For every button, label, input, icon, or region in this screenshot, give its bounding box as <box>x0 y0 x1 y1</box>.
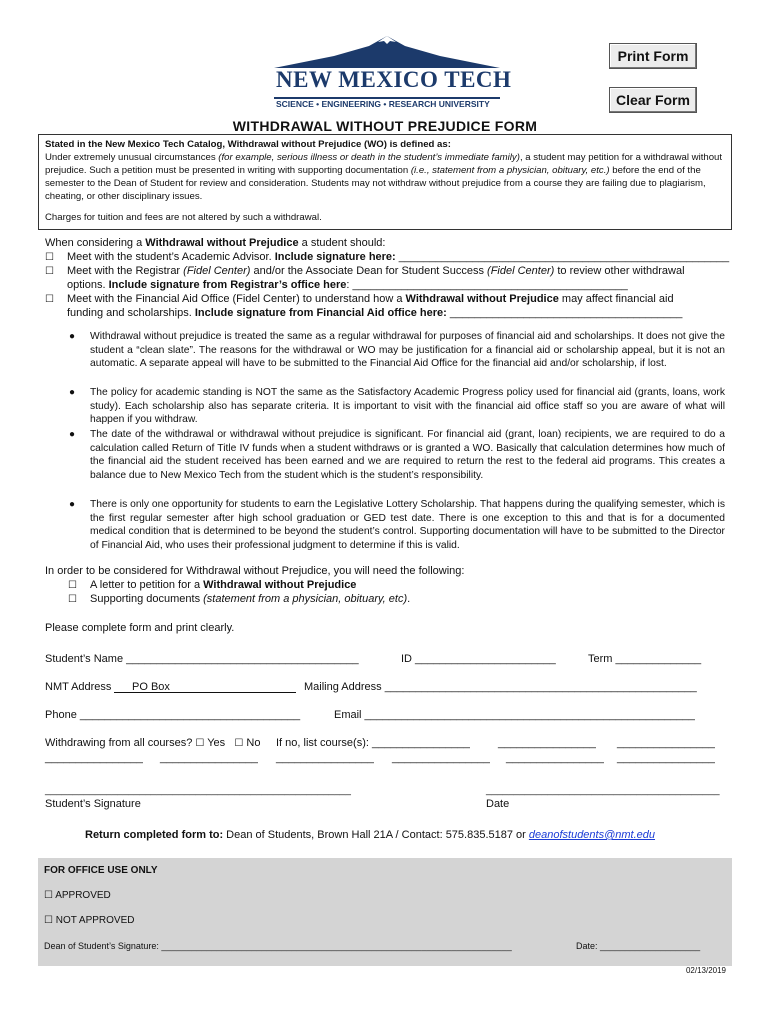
definition-text: Under extremely unusual circumstances (for example, serious illness or death in the student’s immediate family), a student may petition for a withdrawal without prejudice. Such a petition must be presented in writing with supporting documentation (i.e., statement from a physician, obituary, etc.) before the end of the semester to the Dean of Student for review and consideration. Students may not withdraw without prejudice from a course they are failing due to plagiarism, cheating, or other disciplinary issues. <box>45 152 723 202</box>
student-signature-line[interactable]: _______________________________________________________ <box>45 785 351 796</box>
advisor-signature-field: ______________________________________________________ <box>395 251 730 263</box>
checkbox-letter[interactable]: ☐ <box>68 580 77 591</box>
logo-name: NEW MEXICO TECH <box>276 67 512 92</box>
email-field[interactable]: Email ______________________________________________________ <box>334 709 695 721</box>
course-field[interactable]: ________________ <box>506 752 604 764</box>
course-field[interactable]: ________________ <box>160 752 258 764</box>
registrar-signature-field: : _____________________________________________ <box>346 279 628 291</box>
checkbox-approved: ☐ <box>44 890 53 901</box>
course-field[interactable]: ________________ <box>498 737 596 749</box>
instructions: Please complete form and print clearly. <box>45 622 235 634</box>
approved-option[interactable]: ☐ APPROVED <box>44 890 111 901</box>
checkbox-advisor[interactable]: ☐ <box>45 252 54 263</box>
checkbox-not-approved: ☐ <box>44 915 53 926</box>
office-use-section <box>38 858 732 966</box>
bullet-paragraph: There is only one opportunity for students to earn the Legislative Lottery Scholarship. That happens during the qualifying semester, which is the first regular semester after high school graduation or GED test date. There is one exception to this and that is for a documented medical condition that is determined to be beyond the student’s control. Supporting documentation will have to be submitted to the Director of Financial Aid, who uses their professional judgment to determine if this is valid. <box>90 499 725 551</box>
student-id-field[interactable]: ID _______________________ <box>401 653 556 665</box>
bullet-icon: ● <box>69 331 76 342</box>
phone-field[interactable]: Phone ____________________________________ <box>45 709 301 721</box>
mountain-logo-icon <box>274 34 500 70</box>
student-signature-label: Student’s Signature <box>45 798 141 810</box>
checkbox-yes[interactable]: ☐ <box>195 738 205 749</box>
nmt-logo <box>274 34 512 110</box>
dean-email-link[interactable]: deanofstudents@nmt.edu <box>528 829 656 841</box>
term-field[interactable]: Term ______________ <box>588 653 702 665</box>
letter-item: A letter to petition for a Withdrawal without Prejudice <box>90 579 357 591</box>
not-approved-option[interactable]: ☐ NOT APPROVED <box>44 915 135 926</box>
nmt-address-field[interactable]: PO Box <box>114 680 296 693</box>
print-form-button[interactable]: Print Form <box>609 43 697 69</box>
bullet-icon: ● <box>69 387 76 398</box>
financial-aid-item-line2: funding and scholarships. Include signature from Financial Aid office here: ______________________________________ <box>67 307 683 319</box>
office-date-field[interactable]: Date: ____________________ <box>576 941 701 951</box>
registrar-item: Meet with the Registrar (Fidel Center) and/or the Associate Dean for Student Success (Fidel Center) to review other withdrawal <box>67 265 685 277</box>
bullet-paragraph: The policy for academic standing is NOT the same as the Satisfactory Academic Progress policy used for financial aid (grants, loans, work study). Each scholarship also has separate criteria. It is important to visit with the financial aid office staff so you are aware of what will happen if you withdraw. <box>90 387 725 426</box>
financial-aid-item: Meet with the Financial Aid Office (Fidel Center) to understand how a Withdrawal without Prejudice may affect financial aid <box>67 293 674 305</box>
date-line[interactable]: __________________________________________ <box>486 785 720 796</box>
return-instructions: Return completed form to: Dean of Students, Brown Hall 21A / Contact: 575.835.5187 or deanofstudents@nmt.edu <box>85 829 656 841</box>
course-field[interactable]: ________________ <box>617 752 715 764</box>
dean-signature-field[interactable]: Dean of Student’s Signature: ______________________________________________________________________ <box>44 941 512 951</box>
financial-aid-signature-field: ______________________________________ <box>446 307 683 319</box>
course-field[interactable]: ________________ <box>45 752 143 764</box>
course-field[interactable]: ________________ <box>276 752 374 764</box>
advisor-item: Meet with the student’s Academic Advisor. Include signature here: ______________________________________________________ <box>67 251 730 263</box>
bullet-paragraph: The date of the withdrawal or withdrawal without prejudice is significant. For financial aid (grant, loan) recipients, we are required to do a calculation called Return of Title IV funds when a student withdraws or is granted a WO. Basically that calculation determines how much of the financial aid the student received has been earned and we are required to return the rest to the federal aid programs. This creates a balance due to New Mexico Tech from the student which is the student’s responsibility. <box>90 429 725 481</box>
form-title: WITHDRAWAL WITHOUT PREJUDICE FORM <box>232 118 538 134</box>
checkbox-supporting-docs[interactable]: ☐ <box>68 594 77 605</box>
definition-box <box>38 134 732 230</box>
bullet-icon: ● <box>69 429 76 440</box>
registrar-item-line2: options. Include signature from Registrar’s office here: _____________________________________________ <box>67 279 628 291</box>
checkbox-no[interactable]: ☐ <box>234 738 244 749</box>
need-intro: In order to be considered for Withdrawal without Prejudice, you will need the following: <box>45 565 465 577</box>
supporting-docs-item: Supporting documents (statement from a physician, obituary, etc). <box>90 593 411 605</box>
bullet-icon: ● <box>69 499 76 510</box>
course-field[interactable]: ________________ <box>617 737 715 749</box>
clear-form-button[interactable]: Clear Form <box>609 87 697 113</box>
form-revision-date: 02/13/2019 <box>685 966 726 975</box>
considering-intro: When considering a Withdrawal without Prejudice a student should: <box>45 237 386 249</box>
office-heading: FOR OFFICE USE ONLY <box>44 865 158 876</box>
student-name-field[interactable]: Student’s Name ______________________________________ <box>45 653 359 665</box>
course-list-field[interactable]: If no, list course(s): ________________ <box>276 737 470 749</box>
checkbox-financial-aid[interactable]: ☐ <box>45 294 54 305</box>
nmt-address-label: NMT Address <box>45 681 112 693</box>
date-label: Date <box>486 798 510 810</box>
bullet-paragraph: Withdrawal without prejudice is treated the same as a regular withdrawal for purposes of financial aid and scholarships. It does not give the student a “clean slate”. The reasons for the withdrawal or WO may be justification for a financial aid or scholarship appeal, but it is not an automatic. A separate appeal will have to be submitted to the Financial Aid Office for the financial aid and/or scholarship, if lost. <box>90 331 725 370</box>
charges-note: Charges for tuition and fees are not altered by such a withdrawal. <box>45 212 322 223</box>
course-field[interactable]: ________________ <box>392 752 490 764</box>
withdrawing-question: Withdrawing from all courses? ☐ Yes ☐ No <box>45 737 261 749</box>
mailing-address-field[interactable]: Mailing Address ___________________________________________________ <box>304 681 697 693</box>
checkbox-registrar[interactable]: ☐ <box>45 266 54 277</box>
definition-heading: Stated in the New Mexico Tech Catalog, Withdrawal without Prejudice (WO) is defined as: <box>45 139 451 150</box>
logo-tagline: SCIENCE • ENGINEERING • RESEARCH UNIVERSITY <box>276 99 490 109</box>
